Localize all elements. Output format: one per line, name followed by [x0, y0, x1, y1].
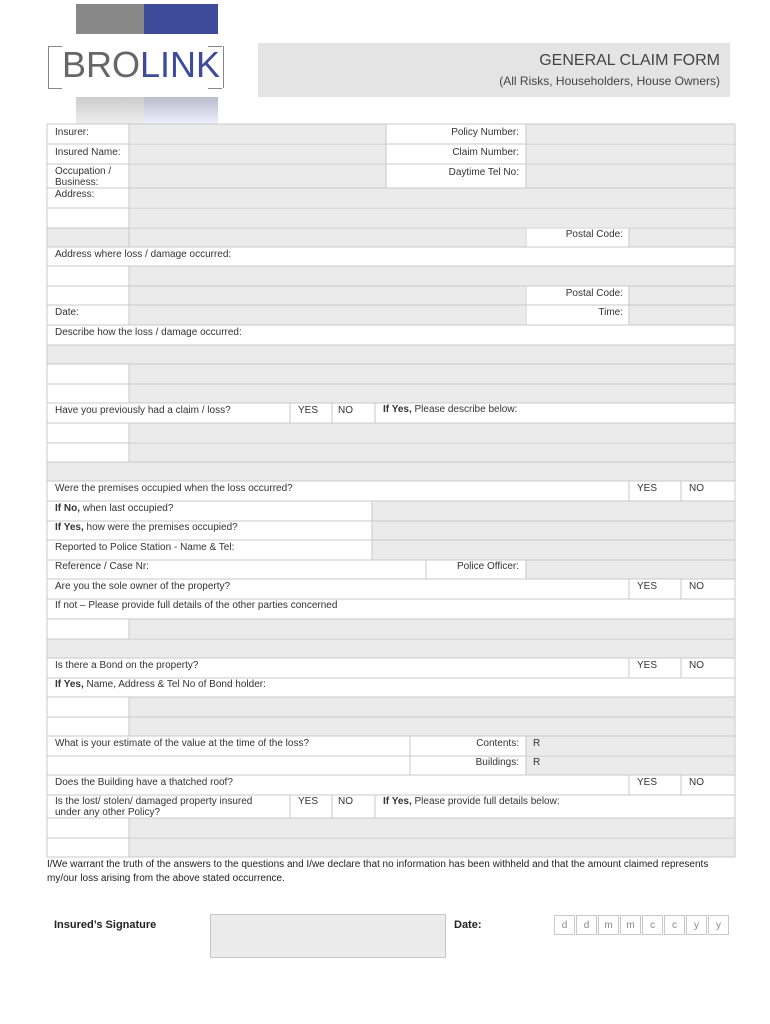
claim-number-label: Claim Number:: [452, 147, 519, 158]
other-parties-label: If not – Please provide full details of the other parties concerned: [55, 600, 338, 611]
sole-owner-no[interactable]: NO: [689, 581, 704, 592]
occupation-label: Occupation / Business:: [55, 166, 112, 188]
bond-label: Is there a Bond on the property?: [55, 660, 199, 671]
describe-loss-label: Describe how the loss / damage occurred:: [55, 327, 242, 338]
if-yes-prefix: If Yes,: [383, 404, 412, 415]
date-label: Date:: [55, 307, 79, 318]
if-yes-prefix-4: If Yes,: [383, 796, 412, 807]
postal-code-label-2: Postal Code:: [565, 288, 623, 299]
other-policy-no[interactable]: NO: [338, 796, 353, 807]
signature-box[interactable]: [210, 914, 446, 958]
insurer-label: Insurer:: [55, 127, 89, 138]
date-digit-box[interactable]: m: [598, 915, 619, 935]
premises-occupied-yes[interactable]: YES: [637, 483, 658, 494]
logo-text-bro: BRO: [62, 44, 141, 85]
daytime-tel-label: Daytime Tel No:: [448, 167, 519, 178]
form-title: GENERAL CLAIM FORM: [539, 52, 720, 69]
date-digit-box[interactable]: d: [576, 915, 597, 935]
buildings-currency: R: [533, 757, 541, 768]
other-policy-label: Is the lost/ stolen/ damaged property insured under any other Policy?: [55, 796, 253, 818]
time-label: Time:: [598, 307, 623, 318]
insured-name-label: Insured Name:: [55, 147, 121, 158]
declaration-text: I/We warrant the truth of the answers to the questions and I/we declare that no information has been withheld and that the amount claimed represents my/our loss arising from the above stated occurrence.: [47, 859, 709, 884]
police-officer-label: Police Officer:: [456, 561, 519, 572]
date-digit-box[interactable]: d: [554, 915, 575, 935]
logo-text-link: LINK: [140, 44, 221, 85]
if-yes-prefix-3: If Yes,: [55, 679, 84, 690]
date-digit-box[interactable]: y: [708, 915, 729, 935]
reported-police-label: Reported to Police Station - Name & Tel:: [55, 542, 235, 553]
address-label: Address:: [55, 189, 95, 200]
policy-number-label: Policy Number:: [451, 127, 519, 138]
please-describe-text: Please describe below:: [411, 404, 518, 415]
signature-date-label: Date:: [454, 919, 482, 931]
date-digit-box[interactable]: c: [642, 915, 663, 935]
address-loss-label: Address where loss / damage occurred:: [55, 249, 232, 260]
other-policy-yes[interactable]: YES: [298, 796, 319, 807]
signature-label: Insured’s Signature: [54, 919, 157, 931]
bond-no[interactable]: NO: [689, 660, 704, 671]
thatched-roof-no[interactable]: NO: [689, 777, 704, 788]
date-digit-box[interactable]: y: [686, 915, 707, 935]
premises-occupied-no[interactable]: NO: [689, 483, 704, 494]
if-yes-prefix-2: If Yes,: [55, 522, 84, 533]
if-no-prefix: If No,: [55, 503, 80, 514]
sole-owner-label: Are you the sole owner of the property?: [55, 581, 231, 592]
bond-holder-text: Name, Address & Tel No of Bond holder:: [83, 679, 266, 690]
date-digit-box[interactable]: m: [620, 915, 641, 935]
buildings-label: Buildings:: [475, 757, 519, 768]
previous-claim-yes[interactable]: YES: [298, 405, 319, 416]
premises-occupied-label: Were the premises occupied when the loss occurred?: [55, 483, 293, 494]
form-subtitle: (All Risks, Householders, House Owners): [499, 74, 720, 88]
bond-yes[interactable]: YES: [637, 660, 658, 671]
how-occupied-text: how were the premises occupied?: [83, 522, 238, 533]
contents-label: Contents:: [476, 738, 519, 749]
postal-code-label-1: Postal Code:: [565, 229, 623, 240]
provide-details-text: Please provide full details below:: [411, 796, 560, 807]
estimate-value-label: What is your estimate of the value at the time of the loss?: [55, 738, 310, 749]
thatched-roof-yes[interactable]: YES: [637, 777, 658, 788]
sole-owner-yes[interactable]: YES: [637, 581, 658, 592]
contents-currency: R: [533, 738, 541, 749]
when-last-occupied-text: when last occupied?: [80, 503, 174, 514]
reference-case-label: Reference / Case Nr:: [55, 561, 149, 572]
previous-claim-no[interactable]: NO: [338, 405, 353, 416]
previous-claim-label: Have you previously had a claim / loss?: [55, 405, 231, 416]
date-digit-box[interactable]: c: [664, 915, 685, 935]
thatched-roof-label: Does the Building have a thatched roof?: [55, 777, 233, 788]
